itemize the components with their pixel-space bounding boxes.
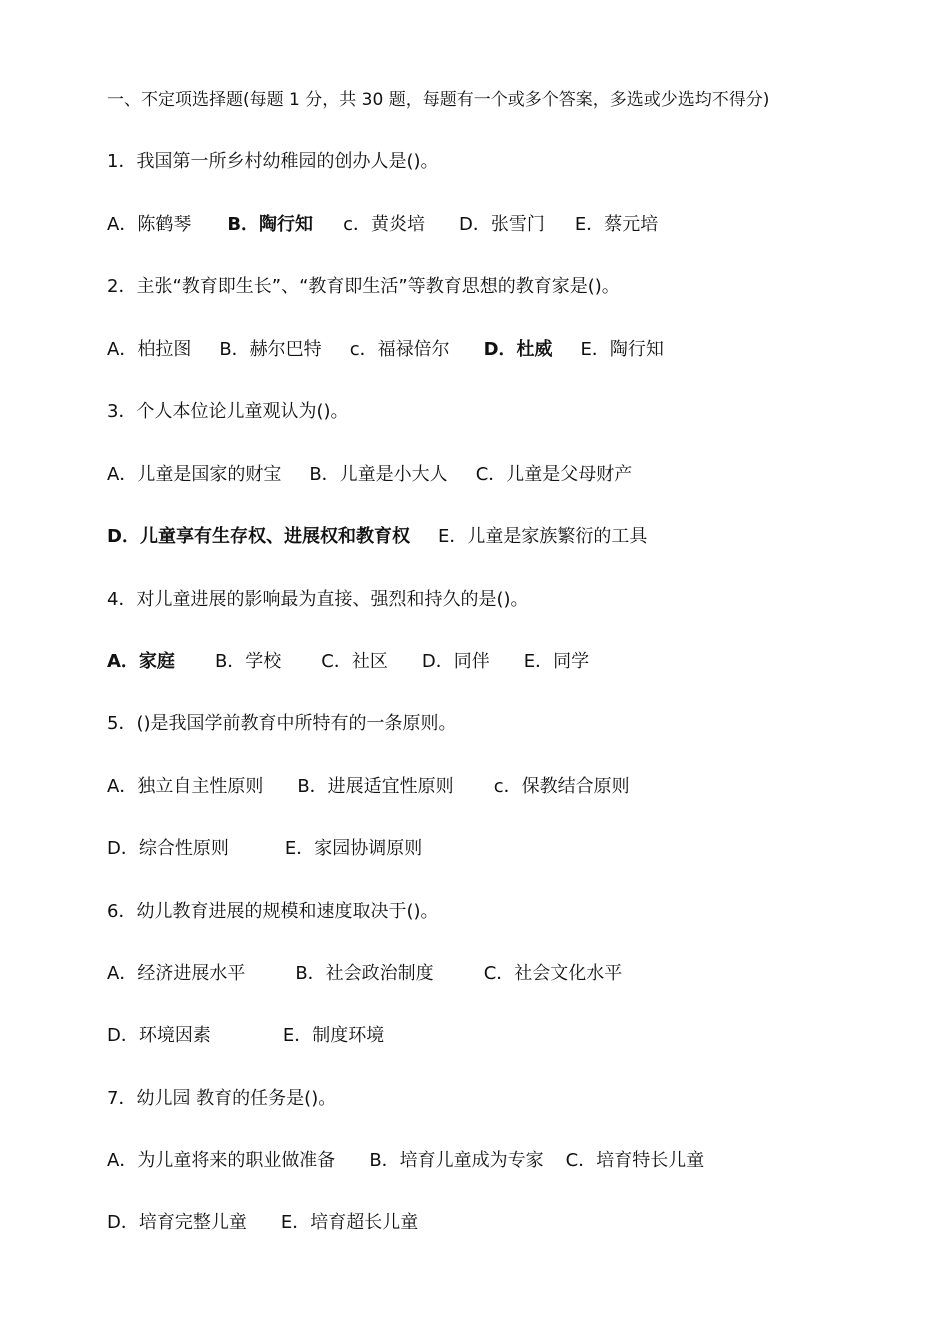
question-5-option-a: A．独立自主性原则 — [107, 776, 264, 797]
question-2-options — [107, 330, 690, 370]
question-1-option-d: D．张雪门 — [458, 214, 545, 235]
question-3-option-c: C．儿童是父母财产 — [475, 464, 633, 485]
question-5-option-d: D．综合性原则 — [107, 838, 229, 859]
question-2-stem: 2．主张“教育即生长”、“教育即生活”等教育思想的教育家是()。 — [107, 276, 620, 297]
question-6-options-row-2 — [107, 1016, 410, 1056]
question-7-option-b: B．培育儿童成为专家 — [369, 1150, 544, 1171]
question-4-option-c: C．社区 — [321, 651, 388, 672]
question-7-stem: 7．幼儿园 教育的任务是()。 — [107, 1088, 337, 1109]
section-title: 一、不定项选择题(每题 1 分，共 30 题，每题有一个或多个答案，多选或少选均不得分) — [107, 90, 770, 110]
question-6-option-a: A．经济进展水平 — [107, 963, 246, 984]
question-1-option-c: c．黄炎培 — [343, 214, 425, 235]
question-2-option-a: A．柏拉图 — [107, 339, 192, 360]
question-3-option-b: B．儿童是小大人 — [309, 464, 448, 485]
question-4-option-a: A．家庭 — [107, 651, 175, 672]
question-3-options-row-2 — [107, 517, 673, 557]
question-2-option-b: B．赫尔巴特 — [219, 339, 322, 360]
question-3-stem: 3．个人本位论儿童观认为()。 — [107, 401, 349, 422]
question-6-option-e: E．制度环境 — [282, 1025, 385, 1046]
question-7-option-e: E．培育超长儿童 — [280, 1212, 419, 1233]
question-6-option-d: D．环境因素 — [107, 1025, 211, 1046]
question-7-option-a: A．为儿童将来的职业做准备 — [107, 1150, 336, 1171]
question-6-option-b: B．社会政治制度 — [295, 963, 434, 984]
question-4-option-b: B．学校 — [214, 651, 282, 672]
question-3-option-a: A．儿童是国家的财宝 — [107, 464, 282, 485]
question-1-stem: 1．我国第一所乡村幼稚园的创办人是()。 — [107, 151, 439, 172]
question-3-option-d: D．儿童享有生存权、进展权和教育权 — [107, 526, 410, 547]
question-1-option-e: E．蔡元培 — [574, 214, 659, 235]
question-3-option-e: E．儿童是家族繁衍的工具 — [437, 526, 648, 547]
question-6-options-row-1 — [107, 954, 648, 994]
question-2-option-d: D．杜威 — [483, 339, 553, 360]
question-1-option-b: B．陶行知 — [227, 214, 314, 235]
question-5-options-row-2 — [107, 829, 448, 869]
question-7-options-row-2 — [107, 1203, 444, 1243]
question-5-option-e: E．家园协调原则 — [284, 838, 423, 859]
question-4-options — [107, 642, 615, 682]
question-7-options-row-1 — [107, 1141, 730, 1181]
question-7-option-d: D．培育完整儿童 — [107, 1212, 247, 1233]
question-4-option-d: D．同伴 — [421, 651, 490, 672]
question-2-option-c: c．福禄倍尔 — [349, 339, 450, 360]
question-5-stem: 5．()是我国学前教育中所特有的一条原则。 — [107, 713, 457, 734]
question-5-option-b: B．进展适宜性原则 — [297, 776, 454, 797]
question-1-options — [107, 205, 684, 245]
question-5-options-row-1 — [107, 767, 656, 807]
question-7-option-c: C．培育特长儿童 — [565, 1150, 705, 1171]
question-2-option-e: E．陶行知 — [580, 339, 664, 360]
question-6-stem: 6．幼儿教育进展的规模和速度取决于()。 — [107, 901, 439, 922]
question-3-options-row-1 — [107, 455, 658, 495]
question-6-option-c: C．社会文化水平 — [483, 963, 623, 984]
question-4-stem: 4．对儿童进展的影响最为直接、强烈和持久的是()。 — [107, 589, 529, 610]
question-4-option-e: E．同学 — [523, 651, 590, 672]
question-1-option-a: A．陈鹤琴 — [107, 214, 192, 235]
question-5-option-c: c．保教结合原则 — [493, 776, 630, 797]
